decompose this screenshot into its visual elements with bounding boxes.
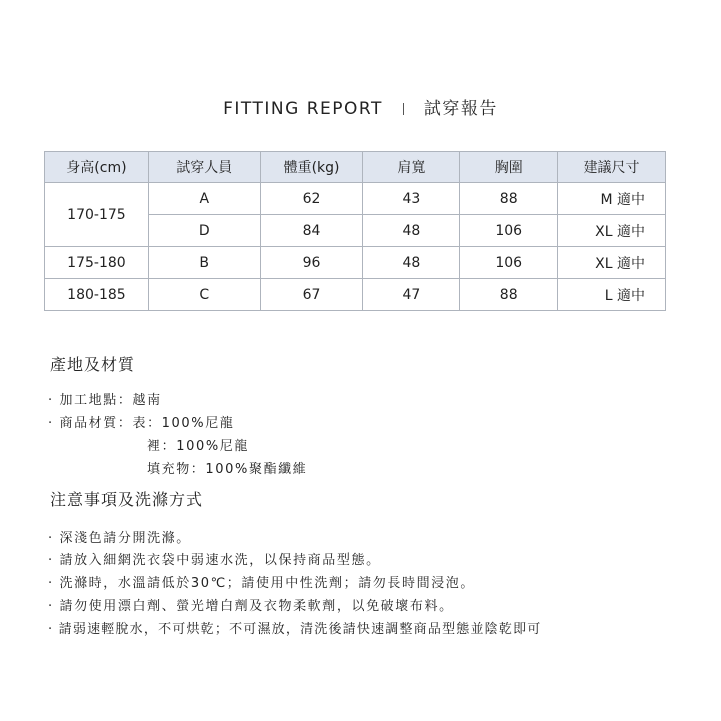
origin-heading: 產地及材質 (50, 355, 136, 374)
tester-cell: B (148, 247, 260, 279)
shoulder-cell: 48 (363, 247, 460, 279)
header-tester: 試穿人員 (148, 152, 260, 183)
care-line: · 深淺色請分開洗滌。 (48, 531, 191, 546)
table-header-row (45, 152, 666, 183)
care-heading: 注意事項及洗滌方式 (50, 490, 204, 509)
weight-cell: 67 (260, 279, 363, 311)
height-cell: 180-185 (45, 279, 149, 311)
height-cell: 175-180 (45, 247, 149, 279)
table-row (45, 183, 666, 215)
title-english: FITTING REPORT (223, 99, 383, 119)
shoulder-cell: 43 (363, 183, 460, 215)
table-row (45, 279, 666, 311)
header-weight: 體重(kg) (260, 152, 363, 183)
chest-cell: 88 (460, 279, 558, 311)
header-chest: 胸圍 (460, 152, 558, 183)
care-line: · 請放入細網洗衣袋中弱速水洗，以保持商品型態。 (48, 553, 381, 568)
origin-line: · 加工地點：越南 (48, 393, 162, 408)
weight-cell: 84 (260, 215, 363, 247)
height-cell: 170-175 (45, 183, 149, 247)
origin-indent-line: 填充物：100%聚酯纖維 (147, 462, 308, 477)
header-size: 建議尺寸 (558, 152, 666, 183)
size-cell: XL 適中 (558, 215, 666, 247)
header-height: 身高(cm) (45, 152, 149, 183)
size-cell: XL 適中 (558, 247, 666, 279)
chest-cell: 106 (460, 215, 558, 247)
weight-cell: 62 (260, 183, 363, 215)
origin-line: · 商品材質：表：100%尼龍 (48, 416, 235, 431)
tester-cell: A (148, 183, 260, 215)
table-row (45, 247, 666, 279)
shoulder-cell: 47 (363, 279, 460, 311)
header-shoulder: 肩寬 (363, 152, 460, 183)
chest-cell: 88 (460, 183, 558, 215)
care-line: · 洗滌時，水溫請低於30℃；請使用中性洗劑；請勿長時間浸泡。 (48, 576, 476, 591)
tester-cell: D (148, 215, 260, 247)
origin-indent-line: 裡：100%尼龍 (147, 439, 249, 454)
care-line: · 請勿使用漂白劑、螢光增白劑及衣物柔軟劑，以免破壞布料。 (48, 599, 454, 614)
chest-cell: 106 (460, 247, 558, 279)
shoulder-cell: 48 (363, 215, 460, 247)
tester-cell: C (148, 279, 260, 311)
weight-cell: 96 (260, 247, 363, 279)
title-chinese: 試穿報告 (423, 99, 498, 119)
title-separator (403, 103, 404, 115)
size-cell: M 適中 (558, 183, 666, 215)
size-cell: L 適中 (558, 279, 666, 311)
report-title (0, 94, 721, 119)
fitting-table (44, 151, 666, 311)
care-line: · 請弱速輕脫水，不可烘乾；不可濕放，清洗後請快速調整商品型態並陰乾即可 (48, 622, 542, 637)
